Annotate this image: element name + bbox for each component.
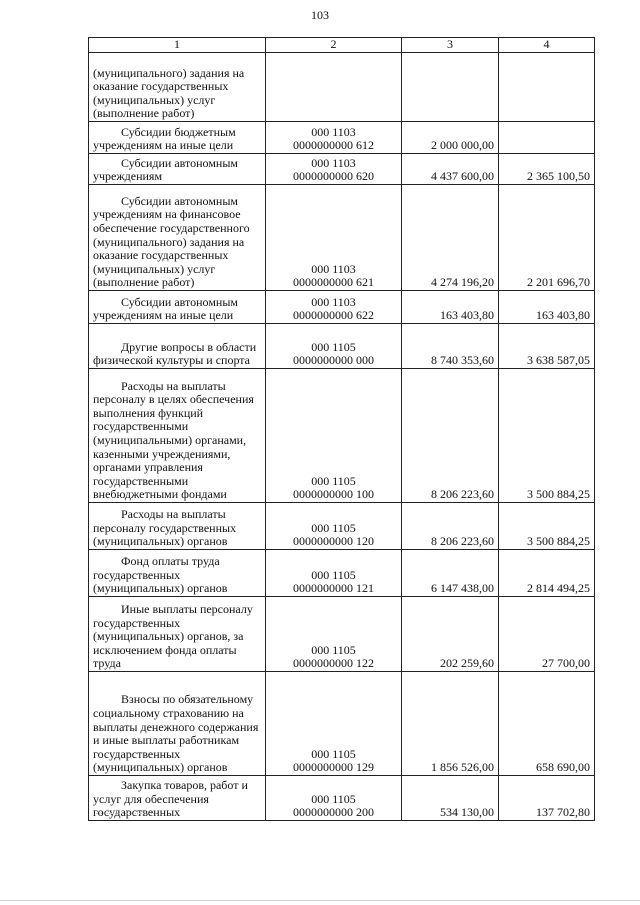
table-row <box>89 597 595 672</box>
row-code: 000 1105 0000000000 000 <box>266 324 402 369</box>
row-plan-value: 6 147 438,00 <box>402 550 499 597</box>
table-row <box>89 324 595 369</box>
row-fact-value: 2 814 494,25 <box>499 550 595 597</box>
row-name: Субсидии автономным учреждениям <box>89 154 266 185</box>
page-bottom-edge <box>0 900 640 901</box>
row-name: Субсидии бюджетным учреждениям на иные цели <box>89 122 266 154</box>
row-code: 000 1103 0000000000 622 <box>266 291 402 324</box>
row-fact-value <box>499 53 595 122</box>
row-fact-value: 2 201 696,70 <box>499 185 595 291</box>
row-code: 000 1105 0000000000 122 <box>266 597 402 672</box>
row-name: Расходы на выплаты персоналу государственных (муниципальных) органов <box>89 503 266 550</box>
scan-mark <box>96 813 156 815</box>
column-header-2: 2 <box>266 38 402 53</box>
row-fact-value: 658 690,00 <box>499 672 595 776</box>
page-number: 103 <box>311 8 329 22</box>
row-plan-value: 8 740 353,60 <box>402 324 499 369</box>
table-row <box>89 122 595 154</box>
row-fact-value: 3 500 884,25 <box>499 503 595 550</box>
table-row <box>89 185 595 291</box>
row-plan-value: 2 000 000,00 <box>402 122 499 154</box>
table-row <box>89 776 595 821</box>
row-code: 000 1105 0000000000 200 <box>266 776 402 821</box>
row-plan-value: 4 437 600,00 <box>402 154 499 185</box>
row-fact-value <box>499 122 595 154</box>
row-name: (муниципального) задания на оказание государственных (муниципальных) услуг (выполнение работ) <box>89 53 266 122</box>
row-name: Закупка товаров, работ и услуг для обеспечения государственных <box>89 776 266 821</box>
table-row <box>89 369 595 503</box>
row-code: 000 1103 0000000000 612 <box>266 122 402 154</box>
row-name: Иные выплаты персоналу государственных (муниципальных) органов, за исключением фонда оплаты труда <box>89 597 266 672</box>
row-code: 000 1103 0000000000 620 <box>266 154 402 185</box>
row-plan-value <box>402 53 499 122</box>
row-plan-value: 534 130,00 <box>402 776 499 821</box>
row-code <box>266 53 402 122</box>
row-name: Субсидии автономным учреждениям на финансовое обеспечение государственного (муниципального) задания на оказание государственных (муниципальных) услуг (выполнение работ) <box>89 185 266 291</box>
row-name: Фонд оплаты труда государственных (муниципальных) органов <box>89 550 266 597</box>
row-plan-value: 4 274 196,20 <box>402 185 499 291</box>
table-row <box>89 53 595 122</box>
row-code: 000 1103 0000000000 621 <box>266 185 402 291</box>
row-fact-value: 3 500 884,25 <box>499 369 595 503</box>
table-row <box>89 291 595 324</box>
row-name: Взносы по обязательному социальному страхованию на выплаты денежного содержания и иные выплаты работникам государственных (муниципальных) органов <box>89 672 266 776</box>
table-header-row <box>89 38 595 53</box>
table-row <box>89 550 595 597</box>
row-plan-value: 8 206 223,60 <box>402 503 499 550</box>
column-header-3: 3 <box>402 38 499 53</box>
row-plan-value: 202 259,60 <box>402 597 499 672</box>
row-plan-value: 1 856 526,00 <box>402 672 499 776</box>
row-code: 000 1105 0000000000 100 <box>266 369 402 503</box>
row-plan-value: 8 206 223,60 <box>402 369 499 503</box>
row-fact-value: 163 403,80 <box>499 291 595 324</box>
column-header-4: 4 <box>499 38 595 53</box>
row-name: Другие вопросы в области физической культуры и спорта <box>89 324 266 369</box>
row-fact-value: 27 700,00 <box>499 597 595 672</box>
budget-table <box>88 37 595 821</box>
table-row <box>89 672 595 776</box>
table-row <box>89 503 595 550</box>
row-fact-value: 137 702,80 <box>499 776 595 821</box>
row-name: Расходы на выплаты персоналу в целях обеспечения выполнения функций государственными (муниципальными) органами, казенными учреждениями, органами управления государственными внебюджетными фондами <box>89 369 266 503</box>
row-name: Субсидии автономным учреждениям на иные цели <box>89 291 266 324</box>
row-plan-value: 163 403,80 <box>402 291 499 324</box>
column-header-1: 1 <box>89 38 266 53</box>
row-code: 000 1105 0000000000 129 <box>266 672 402 776</box>
table-row <box>89 154 595 185</box>
row-code: 000 1105 0000000000 121 <box>266 550 402 597</box>
row-fact-value: 3 638 587,05 <box>499 324 595 369</box>
row-fact-value: 2 365 100,50 <box>499 154 595 185</box>
row-code: 000 1105 0000000000 120 <box>266 503 402 550</box>
